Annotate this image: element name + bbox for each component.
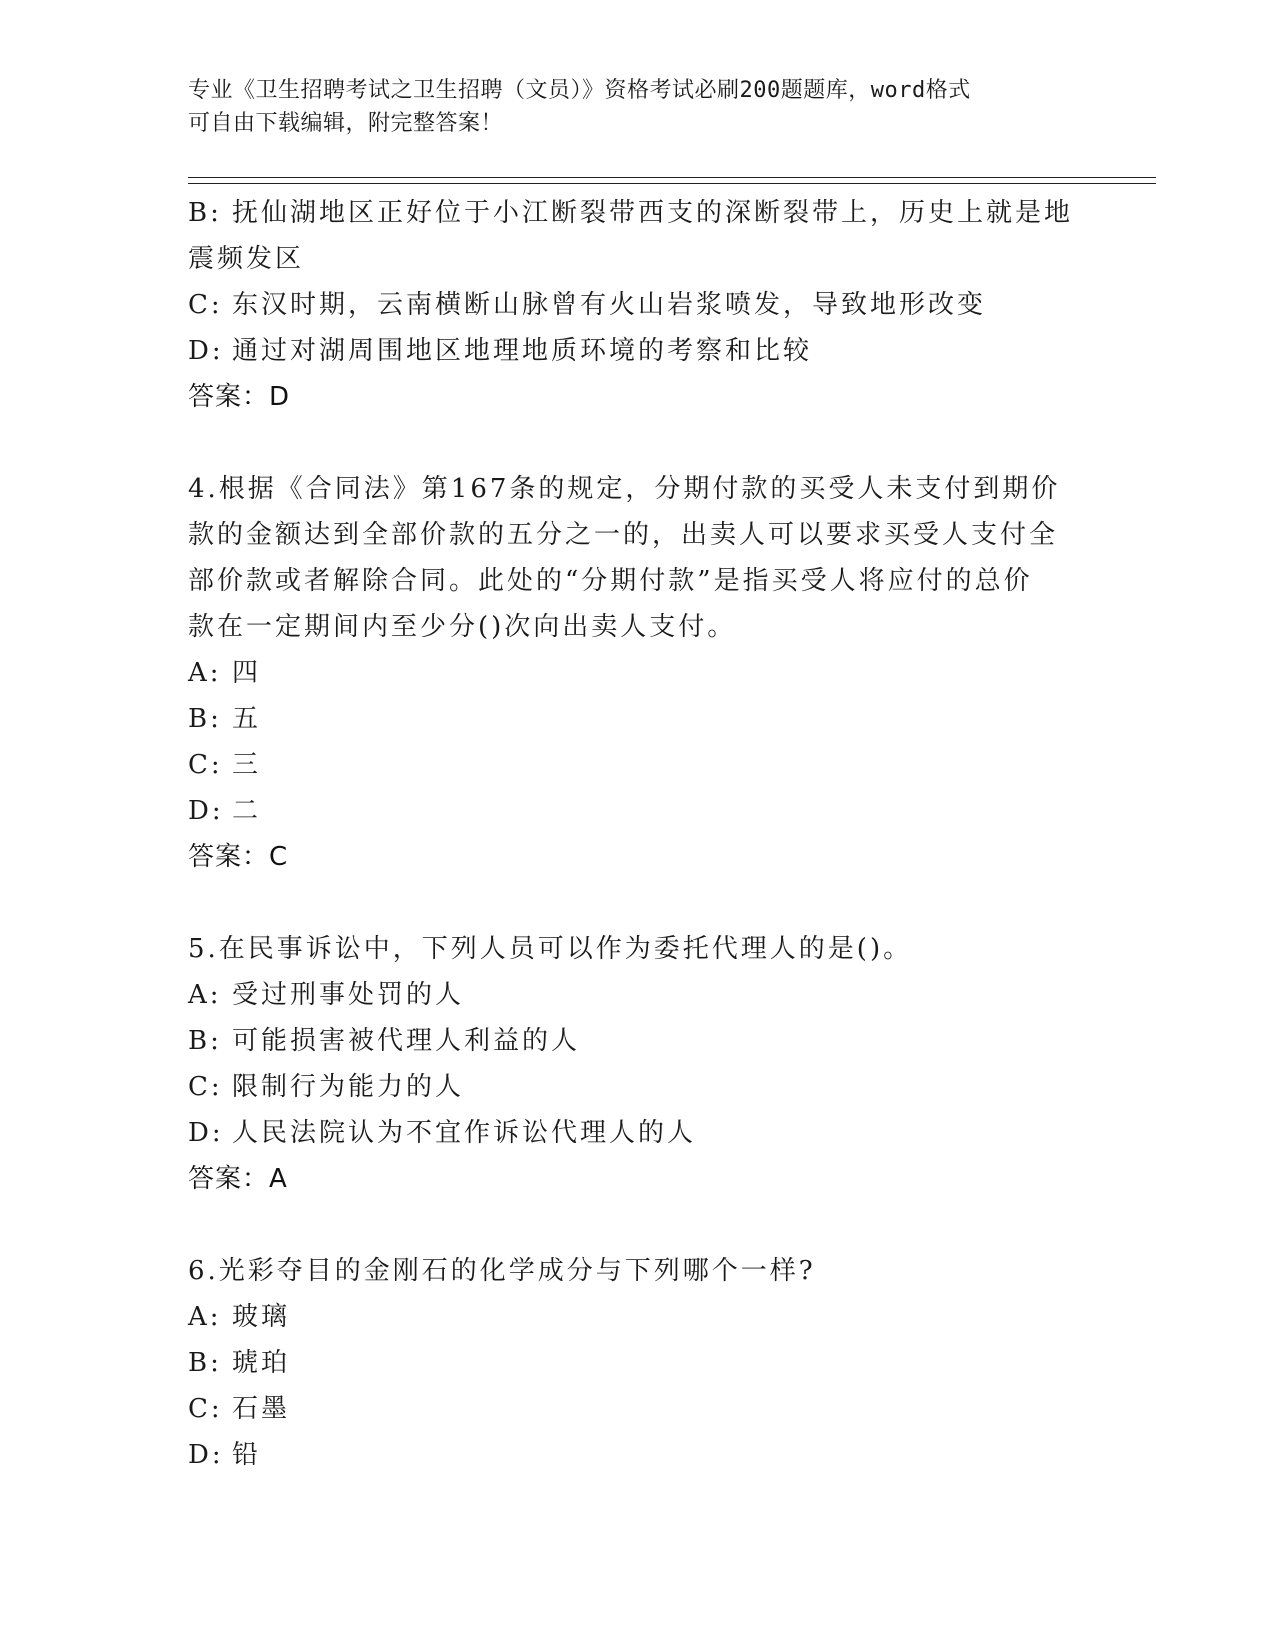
header-divider-top [188, 177, 1156, 178]
answer-line: 答案：D [188, 382, 291, 412]
option-text: 震频发区 [188, 244, 305, 274]
option-c [188, 742, 1088, 788]
question-stem-line: 5.在民事诉讼中，下列人员可以作为委托代理人的是()。 [188, 934, 913, 964]
option-text: 琥珀 [232, 1348, 291, 1378]
option-label: D: [188, 1440, 224, 1470]
option-label: C: [188, 290, 223, 320]
option-b [188, 1018, 1088, 1064]
option-d [188, 1432, 1088, 1478]
option-d [188, 328, 1088, 374]
document-header [188, 74, 1068, 140]
option-text: 东汉时期，云南横断山脉曾有火山岩浆喷发，导致地形改变 [232, 290, 987, 320]
option-label: A: [188, 658, 222, 688]
option-text: 四 [232, 658, 262, 688]
question-6 [188, 1248, 1088, 1478]
option-label: C: [188, 1072, 223, 1102]
option-text: 二 [232, 796, 262, 826]
option-text: 玻璃 [232, 1302, 291, 1332]
question-stem-line: 4.根据《合同法》第167条的规定，分期付款的买受人未支付到期价 [188, 474, 1061, 504]
question-5 [188, 926, 1088, 1202]
option-label: B: [188, 1348, 222, 1378]
option-text: 限制行为能力的人 [232, 1072, 465, 1102]
option-c [188, 1386, 1088, 1432]
question-stem-line: 款在一定期间内至少分()次向出卖人支付。 [188, 612, 737, 642]
option-text: 可能损害被代理人利益的人 [232, 1026, 581, 1056]
option-text: 石墨 [232, 1394, 291, 1424]
option-label: B: [188, 704, 222, 734]
option-d [188, 1110, 1088, 1156]
option-text: 铅 [232, 1440, 262, 1470]
option-text: 五 [232, 704, 262, 734]
option-c [188, 282, 1088, 328]
header-line-2: 可自由下载编辑，附完整答案！ [188, 111, 504, 136]
spacer [188, 880, 1088, 926]
option-b [188, 190, 1088, 236]
question-3-tail [188, 190, 1088, 420]
header-line-1: 专业《卫生招聘考试之卫生招聘（文员）》资格考试必刷200题题库，word格式 [188, 78, 971, 103]
option-label: C: [188, 1394, 223, 1424]
option-label: D: [188, 1118, 224, 1148]
header-divider-bottom [188, 183, 1156, 184]
option-b [188, 696, 1088, 742]
option-label: A: [188, 1302, 222, 1332]
option-label: C: [188, 750, 223, 780]
option-label: B: [188, 198, 222, 228]
option-text: 人民法院认为不宜作诉讼代理人的人 [232, 1118, 697, 1148]
spacer [188, 420, 1088, 466]
option-b [188, 1340, 1088, 1386]
option-c [188, 1064, 1088, 1110]
question-content [188, 190, 1088, 1478]
question-4 [188, 466, 1088, 880]
option-a [188, 972, 1088, 1018]
answer-line: 答案：C [188, 842, 289, 872]
option-label: A: [188, 980, 222, 1010]
option-d [188, 788, 1088, 834]
option-text: 抚仙湖地区正好位于小江断裂带西支的深断裂带上，历史上就是地 [232, 198, 1074, 228]
question-stem-line: 款的金额达到全部价款的五分之一的，出卖人可以要求买受人支付全 [188, 520, 1059, 550]
option-b-continued [188, 236, 1088, 282]
option-text: 通过对湖周围地区地理地质环境的考察和比较 [232, 336, 813, 366]
answer-line: 答案：A [188, 1164, 288, 1194]
option-text: 三 [232, 750, 262, 780]
question-stem-line: 部价款或者解除合同。此处的“分期付款”是指买受人将应付的总价 [188, 566, 1033, 596]
option-label: D: [188, 336, 224, 366]
option-a [188, 1294, 1088, 1340]
option-label: B: [188, 1026, 222, 1056]
spacer [188, 1202, 1088, 1248]
option-label: D: [188, 796, 224, 826]
option-a [188, 650, 1088, 696]
question-stem-line: 6.光彩夺目的金刚石的化学成分与下列哪个一样? [188, 1256, 816, 1286]
option-text: 受过刑事处罚的人 [232, 980, 465, 1010]
